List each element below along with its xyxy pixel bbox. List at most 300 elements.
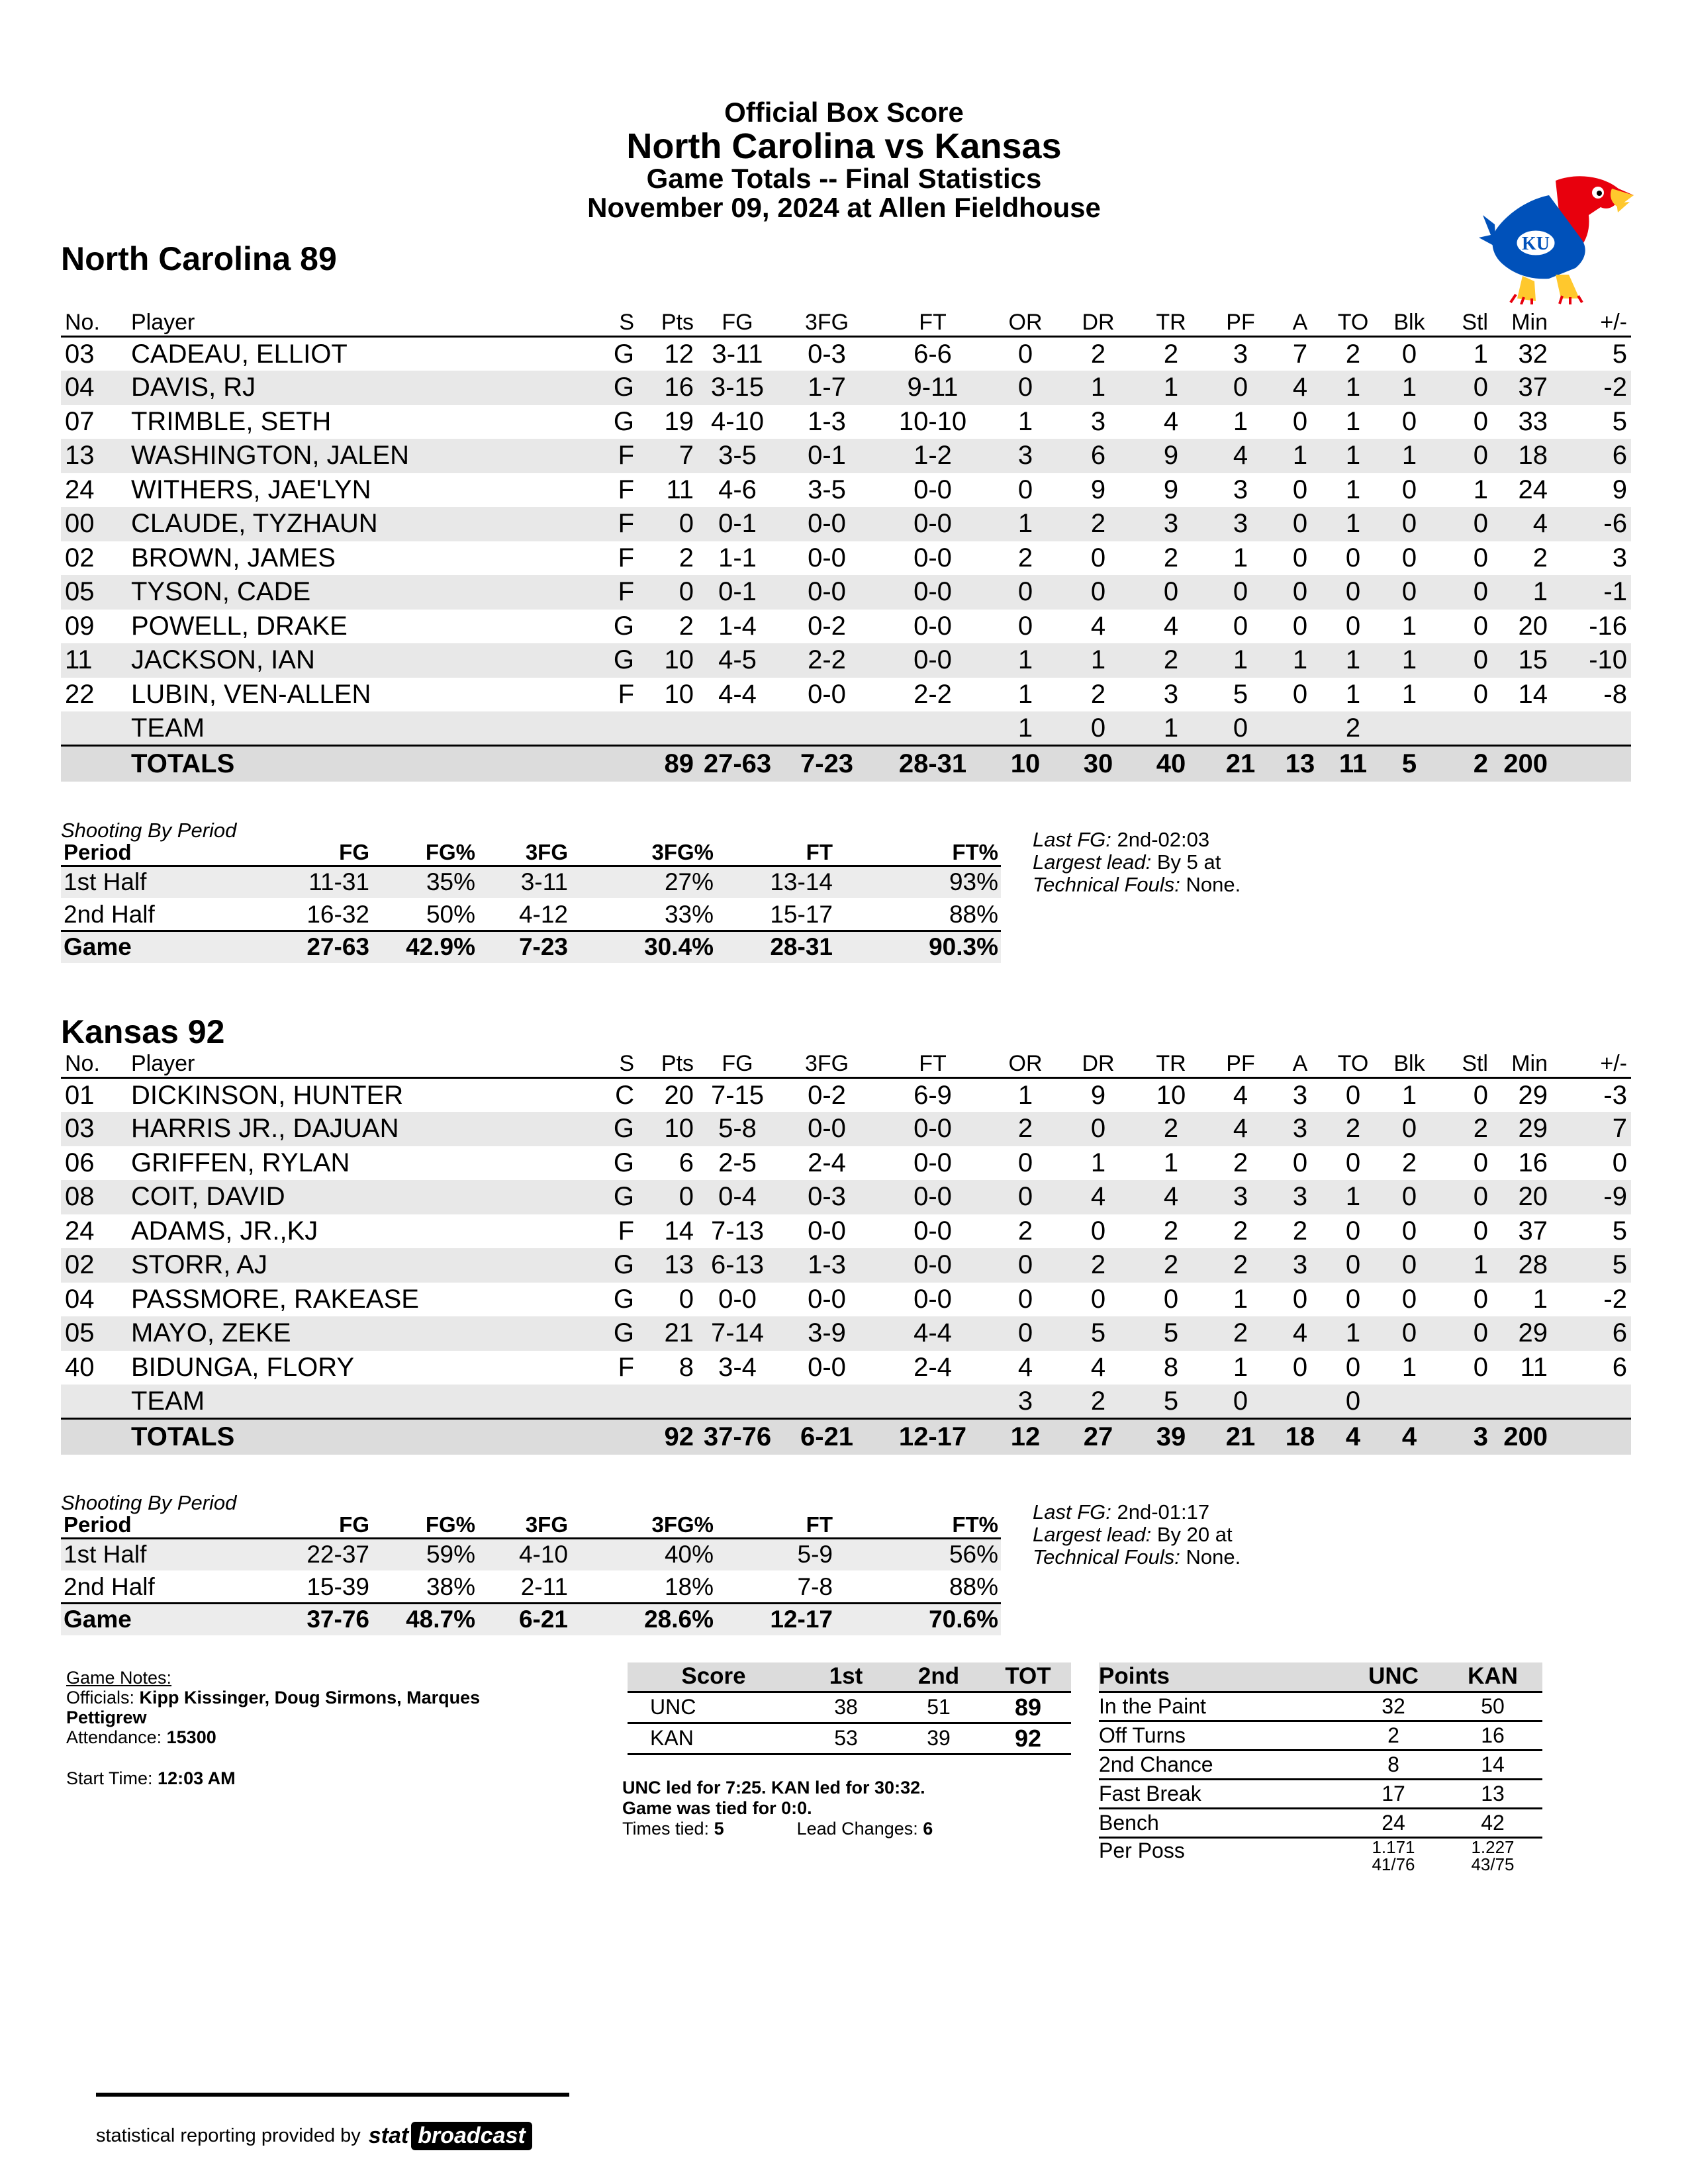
cell-blk: 1: [1380, 643, 1439, 678]
cell-player: BIDUNGA, FLORY: [131, 1352, 355, 1382]
player-row: [61, 1078, 1631, 1113]
cell-tr: 2: [1135, 1248, 1207, 1283]
team-notes-kan: Last FG: 2nd-01:17 Largest lead: By 20 at Technical Fouls: None.: [1033, 1500, 1241, 1569]
cell-pos: G: [498, 1248, 638, 1283]
cell-a: 3: [1274, 1180, 1327, 1214]
player-row: [61, 1316, 1631, 1351]
score-cell: 51: [892, 1692, 985, 1723]
cell-or: 2: [1017, 543, 1033, 572]
col-header-or: OR: [989, 310, 1062, 337]
cell-min: [1492, 711, 1552, 746]
shooting-cell: 35%: [372, 866, 478, 899]
cell-stl: 0: [1473, 679, 1488, 709]
cell-ft: 6-6: [914, 339, 952, 369]
cell-stl: 0: [1473, 543, 1488, 572]
cell-player: ADAMS, JR.,KJ: [131, 1216, 318, 1246]
cell-tr: 10: [1156, 1080, 1186, 1110]
shooting-cell: 33%: [571, 899, 716, 931]
cell-plusminus: [1552, 711, 1631, 746]
score-by-half-table: [628, 1662, 1071, 1755]
cell-or: 0: [1017, 475, 1033, 504]
cell-no: 00: [61, 507, 127, 541]
points-row: [1099, 1750, 1542, 1779]
points-cell: Fast Break: [1099, 1779, 1344, 1808]
cell-plusminus: -9: [1552, 1180, 1631, 1214]
cell-plusminus: -1: [1552, 575, 1631, 610]
cell-pos: F: [618, 679, 634, 709]
cell-ft: 0-0: [876, 575, 989, 610]
cell-blk: 0: [1401, 406, 1417, 436]
subtitle: Game Totals -- Final Statistics: [646, 163, 1042, 194]
cell-fg: 0-1: [698, 575, 777, 610]
total-pts: 92: [638, 1419, 698, 1455]
total-or: 10: [989, 746, 1062, 782]
cell-player: BROWN, JAMES: [131, 543, 336, 572]
cell-blk: 0: [1380, 575, 1439, 610]
cell-min: 33: [1518, 406, 1548, 436]
cell-dr: 0: [1062, 575, 1135, 610]
shooting-cell: 93%: [835, 866, 1001, 899]
cell-pos: G: [613, 339, 634, 369]
cell-ft: 10-10: [898, 406, 967, 436]
player-row: [61, 1214, 1631, 1249]
cell-pf: 0: [1207, 1385, 1274, 1419]
cell-fg: [698, 1385, 777, 1419]
cell-pf: 0: [1207, 371, 1274, 405]
cell-3fg: 0-0: [808, 1284, 846, 1314]
cell-pf: 1: [1233, 543, 1248, 572]
cell-pos: G: [498, 371, 638, 405]
player-row: [61, 1351, 1631, 1385]
cell-a: 0: [1292, 611, 1308, 641]
cell-player: CADEAU, ELLIOT: [131, 339, 348, 369]
cell-pts: 8: [679, 1352, 694, 1382]
cell-player: PASSMORE, RAKEASE: [131, 1284, 419, 1314]
cell-min: 20: [1518, 611, 1548, 641]
cell-min: 4: [1492, 507, 1552, 541]
points-cell: 17: [1344, 1779, 1443, 1808]
cell-no: 02: [61, 1248, 127, 1283]
cell-no: 05: [61, 1316, 127, 1351]
shooting-col-header: FG%: [372, 840, 478, 866]
col-header-stl: Stl: [1439, 310, 1492, 337]
shooting-header-row: [61, 840, 1001, 866]
player-row: [61, 1146, 1631, 1181]
cell-ft: 0-0: [876, 1248, 989, 1283]
cell-min: 28: [1492, 1248, 1552, 1283]
cell-pts: 10: [638, 643, 698, 678]
per-poss-label: Per Poss: [1099, 1838, 1185, 1862]
cell-no: [61, 1385, 127, 1419]
cell-dr: 2: [1062, 1385, 1135, 1419]
cell-3fg: 0-2: [808, 611, 846, 641]
cell-to: 1: [1345, 406, 1361, 436]
cell-pf: 2: [1233, 1216, 1248, 1246]
cell-blk: 1: [1401, 1352, 1417, 1382]
points-cell: 14: [1443, 1750, 1542, 1779]
cell-player: TEAM: [127, 1385, 498, 1419]
shooting-cell: 38%: [372, 1571, 478, 1604]
cell-stl: 0: [1473, 406, 1488, 436]
shooting-row: [61, 899, 1001, 931]
cell-no: 11: [61, 643, 127, 678]
cell-dr: 0: [1062, 1112, 1135, 1146]
cell-dr: 6: [1062, 439, 1135, 473]
cell-to: 0: [1345, 1352, 1361, 1382]
cell-blk: 2: [1401, 1148, 1417, 1177]
score-cell: UNC: [628, 1692, 800, 1723]
cell-or: 4: [1017, 1352, 1033, 1382]
player-row: [61, 473, 1631, 508]
cell-no: 04: [61, 371, 127, 405]
score-cell: 39: [892, 1723, 985, 1754]
cell-fg: 4-6: [718, 475, 757, 504]
player-row: [61, 337, 1631, 371]
total-pf: 21: [1207, 1419, 1274, 1455]
cell-plusminus: -6: [1552, 507, 1631, 541]
cell-a: 0: [1292, 543, 1308, 572]
cell-dr: 0: [1090, 543, 1106, 572]
cell-player: CLAUDE, TYZHAUN: [127, 507, 498, 541]
cell-min: 29: [1518, 1080, 1548, 1110]
shooting-col-header: FT%: [835, 1512, 1001, 1539]
cell-dr: 2: [1062, 1248, 1135, 1283]
cell-a: 0: [1292, 1148, 1308, 1177]
player-row: [61, 610, 1631, 644]
cell-min: 18: [1492, 439, 1552, 473]
cell-pf: 3: [1233, 339, 1248, 369]
cell-stl: 0: [1439, 439, 1492, 473]
total-dr: 27: [1062, 1419, 1135, 1455]
cell-blk: 0: [1380, 1180, 1439, 1214]
player-row: [61, 405, 1631, 439]
per-poss-row: [1099, 1837, 1542, 1873]
cell-ft: 0-0: [876, 1180, 989, 1214]
cell-3fg: 1-3: [808, 406, 846, 436]
total-min: 200: [1492, 746, 1552, 782]
cell-pts: 10: [664, 679, 694, 709]
shooting-game-row: [61, 931, 1001, 964]
col-header-3fg: 3FG: [777, 310, 876, 337]
points-header-row: [1099, 1662, 1542, 1692]
shooting-col-header: Period: [61, 1512, 253, 1539]
cell-or: 1: [989, 711, 1062, 746]
cell-fg: 7-14: [698, 1316, 777, 1351]
cell-dr: 4: [1090, 611, 1106, 641]
total-pos: [498, 1419, 638, 1455]
shooting-cell: 1st Half: [61, 1539, 253, 1571]
col-header-tr: TR: [1135, 1051, 1207, 1078]
cell-pts: 20: [664, 1080, 694, 1110]
cell-pf: 1: [1233, 1284, 1248, 1314]
per-poss-unc: [1344, 1837, 1443, 1873]
cell-plusminus: 6: [1552, 1316, 1631, 1351]
col-header-player: Player: [127, 1051, 498, 1078]
points-cell: 13: [1443, 1779, 1542, 1808]
cell-3fg: 0-1: [777, 439, 876, 473]
cell-fg: 3-5: [698, 439, 777, 473]
cell-blk: [1380, 711, 1439, 746]
cell-stl: [1439, 711, 1492, 746]
cell-pts: 19: [664, 406, 694, 436]
cell-min: 37: [1492, 371, 1552, 405]
total-ft: 28-31: [876, 746, 989, 782]
cell-min: 16: [1518, 1148, 1548, 1177]
cell-pos: G: [498, 643, 638, 678]
shooting-cell: 22-37: [253, 1539, 372, 1571]
cell-blk: 0: [1380, 1112, 1439, 1146]
shooting-cell: 3-11: [478, 866, 571, 899]
col-header-tr: TR: [1135, 310, 1207, 337]
cell-blk: 0: [1401, 475, 1417, 504]
cell-to: 1: [1327, 1180, 1380, 1214]
total-plusminus: [1552, 1419, 1631, 1455]
cell-pf: 1: [1207, 643, 1274, 678]
col-header-blk: Blk: [1380, 1051, 1439, 1078]
cell-blk: 1: [1380, 371, 1439, 405]
cell-or: 0: [1017, 339, 1033, 369]
cell-stl: 0: [1473, 611, 1488, 641]
points-cell: 16: [1443, 1721, 1542, 1750]
cell-pf: 3: [1207, 1180, 1274, 1214]
col-header-no: No.: [61, 1051, 127, 1078]
team-title-kan: Kansas 92: [61, 1013, 225, 1050]
cell-a: 0: [1274, 507, 1327, 541]
shooting-caption: Shooting By Period: [61, 819, 237, 842]
total-tr: 40: [1135, 746, 1207, 782]
cell-pos: F: [618, 543, 634, 572]
cell-player: WASHINGTON, JALEN: [127, 439, 498, 473]
footer-text: statistical reporting provided by: [96, 2125, 361, 2146]
cell-tr: 2: [1163, 1216, 1179, 1246]
col-header-fg: FG: [698, 1051, 777, 1078]
shooting-game-row: [61, 1604, 1001, 1636]
cell-no: [61, 711, 127, 746]
cell-dr: 0: [1062, 711, 1135, 746]
cell-min: 29: [1492, 1316, 1552, 1351]
player-row: [61, 1180, 1631, 1214]
cell-dr: 1: [1062, 371, 1135, 405]
cell-no: 24: [65, 475, 95, 504]
cell-a: [1274, 1385, 1327, 1419]
cell-3fg: 0-0: [808, 679, 846, 709]
cell-plusminus: 5: [1612, 339, 1627, 369]
cell-pts: 0: [638, 507, 698, 541]
col-header-min: Min: [1492, 310, 1552, 337]
shooting-col-header: FT%: [835, 840, 1001, 866]
cell-no: 03: [61, 1112, 127, 1146]
start-time: Start Time: 12:03 AM: [66, 1768, 236, 1788]
cell-a: [1274, 711, 1327, 746]
score-col-header: Score: [628, 1662, 800, 1692]
cell-dr: 1: [1062, 643, 1135, 678]
total-dr: 30: [1062, 746, 1135, 782]
cell-pos: G: [613, 611, 634, 641]
points-cell: 50: [1443, 1692, 1542, 1721]
game-notes: [66, 1668, 543, 1788]
cell-to: 0: [1345, 1080, 1361, 1110]
cell-3fg: 0-0: [808, 1216, 846, 1246]
cell-stl: 0: [1473, 1352, 1488, 1382]
cell-dr: 1: [1090, 1148, 1106, 1177]
cell-pf: 3: [1207, 507, 1274, 541]
brand-broadcast: broadcast: [411, 2122, 532, 2150]
shooting-game-cell: Game: [61, 1604, 253, 1636]
cell-pts: 0: [638, 1180, 698, 1214]
cell-pf: 0: [1207, 711, 1274, 746]
total-stl: 3: [1439, 1419, 1492, 1455]
total-no: [61, 746, 127, 782]
cell-a: 3: [1274, 1248, 1327, 1283]
cell-no: 13: [61, 439, 127, 473]
shooting-caption: Shooting By Period: [61, 1491, 237, 1514]
col-header-min: Min: [1492, 1051, 1552, 1078]
cell-pts: 0: [679, 1284, 694, 1314]
cell-or: 2: [1017, 1216, 1033, 1246]
player-row: [61, 575, 1631, 610]
cell-ft: 2-2: [914, 679, 952, 709]
cell-pf: 4: [1207, 439, 1274, 473]
cell-3fg: 0-2: [808, 1080, 846, 1110]
player-row: [61, 507, 1631, 541]
cell-tr: 4: [1135, 1180, 1207, 1214]
col-header-pts: Pts: [638, 1051, 698, 1078]
cell-fg: 5-8: [698, 1112, 777, 1146]
cell-or: 0: [1017, 611, 1033, 641]
col-header-pts: Pts: [638, 310, 698, 337]
cell-blk: 0: [1380, 1316, 1439, 1351]
shooting-col-header: FT: [716, 840, 835, 866]
player-row: [61, 678, 1631, 712]
shooting-col-header: FG: [253, 1512, 372, 1539]
cell-plusminus: [1552, 1385, 1631, 1419]
cell-ft: 0-0: [914, 475, 952, 504]
col-header-fg: FG: [698, 310, 777, 337]
cell-stl: 0: [1439, 575, 1492, 610]
cell-plusminus: -10: [1552, 643, 1631, 678]
score-col-header: 2nd: [892, 1662, 985, 1692]
col-header-a: A: [1274, 1051, 1327, 1078]
cell-stl: 0: [1439, 1316, 1492, 1351]
points-cell: 42: [1443, 1808, 1542, 1837]
cell-or: 0: [1017, 1284, 1033, 1314]
shooting-row: [61, 1571, 1001, 1604]
total-tr: 39: [1135, 1419, 1207, 1455]
cell-pts: 13: [638, 1248, 698, 1283]
col-header-player: Player: [127, 310, 498, 337]
col-header-pos: S: [498, 1051, 638, 1078]
cell-a: 3: [1274, 1112, 1327, 1146]
cell-to: 0: [1345, 1216, 1361, 1246]
cell-to: 1: [1345, 679, 1361, 709]
shooting-game-cell: 37-76: [253, 1604, 372, 1636]
shooting-cell: 15-39: [253, 1571, 372, 1604]
cell-fg: 3-15: [698, 371, 777, 405]
total-pos: [498, 746, 638, 782]
date-venue: November 09, 2024 at Allen Fieldhouse: [587, 192, 1101, 223]
cell-tr: 2: [1163, 339, 1179, 369]
shooting-row: [61, 866, 1001, 899]
player-row: [61, 439, 1631, 473]
cell-min: 24: [1518, 475, 1548, 504]
cell-dr: 0: [1090, 1284, 1106, 1314]
cell-3fg: 3-5: [808, 475, 846, 504]
logo-text: KU: [1522, 234, 1550, 254]
cell-ft: [876, 711, 989, 746]
matchup-title: North Carolina vs Kansas: [626, 126, 1062, 166]
cell-player: JACKSON, IAN: [127, 643, 498, 678]
cell-fg: 1-1: [718, 543, 757, 572]
score-cell: 53: [800, 1723, 892, 1754]
shooting-cell: 13-14: [716, 866, 835, 899]
brand-stat: stat: [368, 2123, 409, 2148]
cell-no: 05: [61, 575, 127, 610]
points-cell: Off Turns: [1099, 1721, 1344, 1750]
cell-fg: 7-13: [710, 1216, 765, 1246]
player-row: [61, 643, 1631, 678]
header-row: [61, 310, 1631, 337]
cell-stl: 0: [1473, 1148, 1488, 1177]
cell-3fg: [777, 1385, 876, 1419]
score-cell: 38: [800, 1692, 892, 1723]
cell-to: 2: [1327, 1112, 1380, 1146]
totals-row: [61, 1419, 1631, 1455]
cell-plusminus: 3: [1612, 543, 1627, 572]
cell-ft: 0-0: [876, 507, 989, 541]
attendance: Attendance: 15300: [66, 1727, 216, 1747]
cell-pos: G: [613, 1284, 634, 1314]
cell-blk: 1: [1401, 611, 1417, 641]
cell-plusminus: 0: [1612, 1148, 1627, 1177]
shooting-cell: 88%: [835, 899, 1001, 931]
cell-tr: 0: [1163, 1284, 1179, 1314]
cell-plusminus: -8: [1603, 679, 1627, 709]
jayhawk-logo-icon: [1476, 169, 1635, 304]
cell-pos: C: [615, 1080, 634, 1110]
cell-min: 29: [1492, 1112, 1552, 1146]
score-col-header: 1st: [800, 1662, 892, 1692]
shooting-cell: 2nd Half: [61, 899, 253, 931]
doc-type: Official Box Score: [724, 97, 964, 128]
col-header-stl: Stl: [1439, 1051, 1492, 1078]
cell-to: 1: [1327, 507, 1380, 541]
cell-min: [1492, 1385, 1552, 1419]
cell-pos: [498, 1385, 638, 1419]
shooting-header-row: [61, 1512, 1001, 1539]
cell-to: 1: [1327, 439, 1380, 473]
cell-blk: 0: [1380, 1248, 1439, 1283]
cell-ft: 0-0: [914, 1148, 952, 1177]
cell-min: 1: [1532, 1284, 1548, 1314]
shooting-game-cell: 48.7%: [372, 1604, 478, 1636]
shooting-game-cell: 7-23: [478, 931, 571, 964]
cell-3fg: 0-0: [808, 543, 846, 572]
cell-pf: 2: [1233, 1148, 1248, 1177]
cell-pos: F: [498, 439, 638, 473]
player-row: [61, 1112, 1631, 1146]
cell-plusminus: -3: [1603, 1080, 1627, 1110]
shooting-cell: 50%: [372, 899, 478, 931]
score-cell: 89: [985, 1692, 1071, 1723]
cell-ft: 0-0: [914, 1284, 952, 1314]
cell-blk: 0: [1401, 1284, 1417, 1314]
cell-pf: 2: [1207, 1248, 1274, 1283]
per-poss-ratio: 41/76: [1372, 1854, 1415, 1874]
cell-to: 0: [1345, 1148, 1361, 1177]
cell-blk: 0: [1380, 507, 1439, 541]
col-header-to: TO: [1327, 310, 1380, 337]
cell-player: TEAM: [127, 711, 498, 746]
